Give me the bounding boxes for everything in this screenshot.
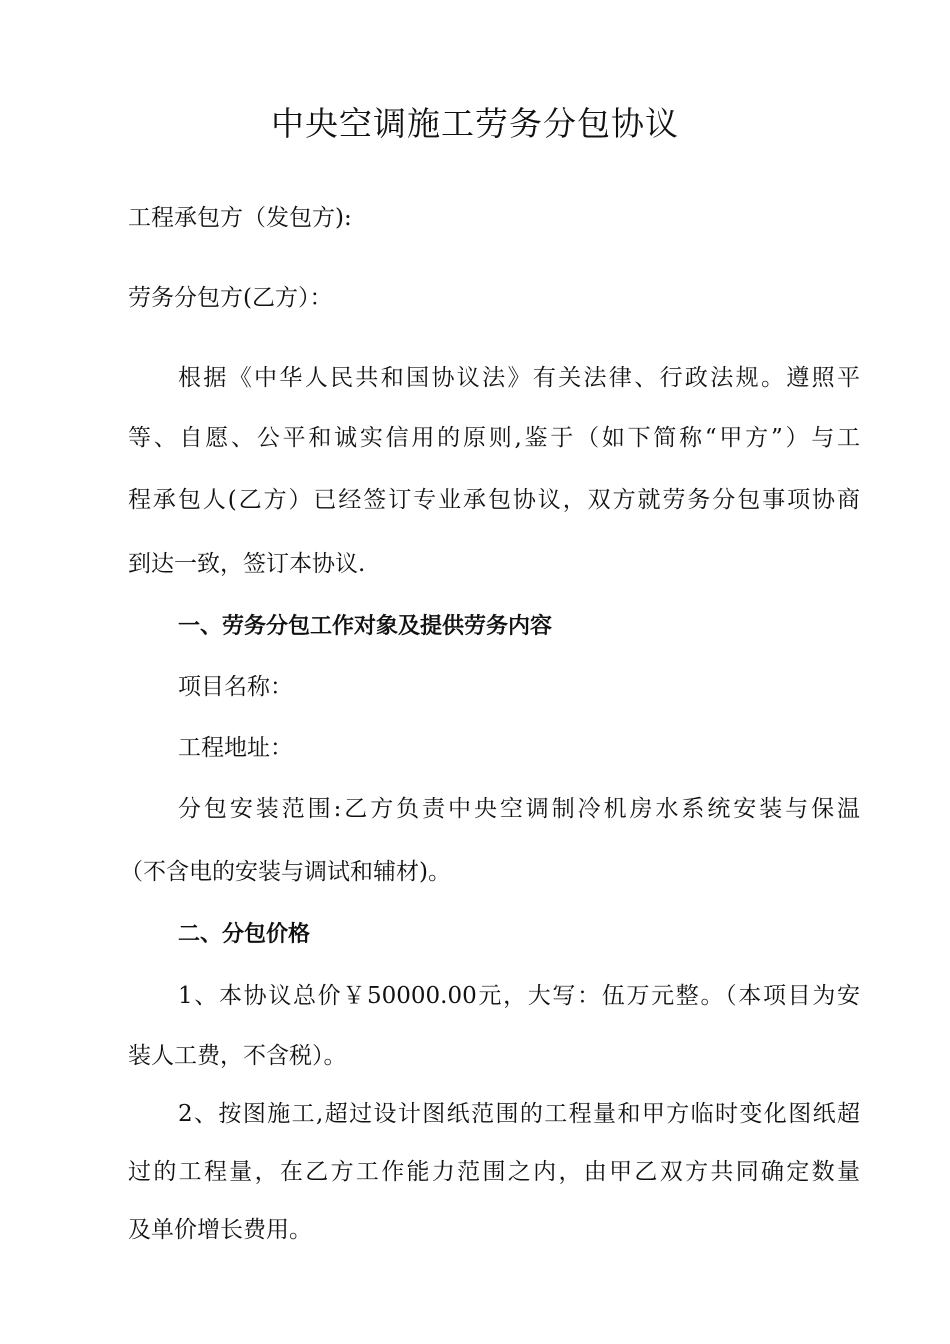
contractor-label: 工程承包方（发包方): <box>128 205 352 231</box>
section2-heading: 二、分包价格 <box>178 922 311 947</box>
preamble-line: 到达一致，签订本协议. <box>128 551 366 577</box>
document-title: 中央空调施工劳务分包协议 <box>271 104 679 143</box>
section1-heading: 一、劳务分包工作对象及提供劳务内容 <box>178 614 553 639</box>
subcontractor-label: 劳务分包方(乙方）： <box>128 285 333 311</box>
price-item-line: 1、本协议总价￥50000.00元，大写：伍万元整。（本项目为安 <box>178 983 860 1009</box>
preamble-line: 等、自愿、公平和诚实信用的原则,鉴于（如下简称“甲方”）与工 <box>128 425 860 451</box>
preamble-line: 程承包人(乙方）已经签订专业承包协议，双方就劳务分包事项协商 <box>128 487 860 513</box>
project-address-label: 工程地址： <box>178 735 293 761</box>
price-item-line: 过的工程量，在乙方工作能力范围之内，由甲乙双方共同确定数量 <box>128 1159 860 1185</box>
preamble-line: 根据《中华人民共和国协议法》有关法律、行政法规。遵照平 <box>178 365 860 391</box>
scope-line: 分包安装范围:乙方负责中央空调制冷机房水系统安装与保温 <box>178 796 860 822</box>
price-item-line: 2、按图施工,超过设计图纸范围的工程量和甲方临时变化图纸超 <box>178 1101 860 1127</box>
project-name-label: 项目名称： <box>178 674 293 700</box>
scope-line: （不含电的安装与调试和辅材)。 <box>120 859 451 885</box>
price-item-line: 及单价增长费用。 <box>128 1217 312 1243</box>
price-item-line: 装人工费，不含税）。 <box>128 1043 347 1069</box>
